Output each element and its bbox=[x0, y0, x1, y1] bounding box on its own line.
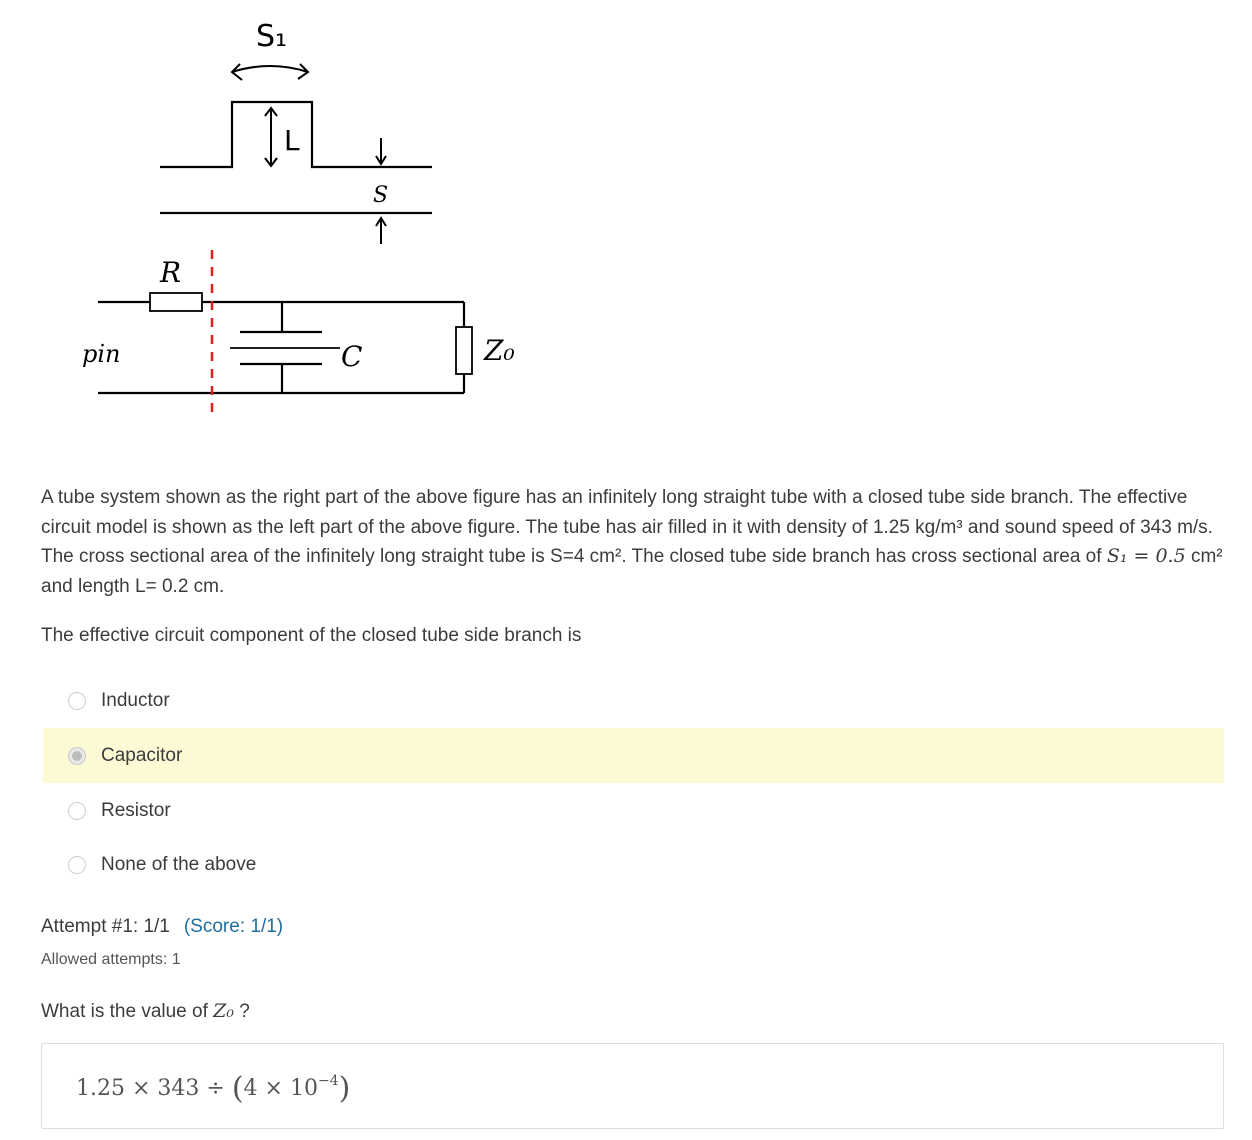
label-s1: S₁ bbox=[256, 19, 288, 54]
attempt-info bbox=[41, 916, 283, 938]
answer-part-b: 4 × 10 bbox=[243, 1076, 318, 1101]
option-capacitor[interactable] bbox=[43, 728, 1224, 783]
q2-before: What is the value of bbox=[41, 1001, 214, 1022]
radio-button[interactable] bbox=[68, 692, 86, 710]
label-c: C bbox=[341, 340, 363, 373]
label-l: L bbox=[284, 124, 300, 157]
option-label: Inductor bbox=[101, 689, 170, 711]
option-label: Capacitor bbox=[101, 744, 183, 766]
q2-math: Z₀ bbox=[213, 1000, 234, 1022]
answer-part-a: 1.25 × 343 ÷ bbox=[76, 1076, 232, 1101]
paragraph-part2: cm² and length L= 0.2 cm. bbox=[41, 546, 1223, 597]
answer-exponent: −4 bbox=[317, 1073, 339, 1089]
answer-expression bbox=[76, 1071, 350, 1106]
question-prompt: The effective circuit component of the closed tube side branch is bbox=[41, 625, 582, 646]
option-label: Resistor bbox=[101, 799, 171, 821]
q2-after: ? bbox=[233, 1001, 250, 1022]
math-s1: S₁ = 0.5 bbox=[1106, 545, 1186, 567]
circuit-diagram bbox=[98, 293, 472, 393]
option-none[interactable] bbox=[43, 837, 1224, 892]
paren-open: ( bbox=[231, 1071, 244, 1106]
option-inductor[interactable] bbox=[43, 673, 1224, 728]
radio-button[interactable] bbox=[68, 856, 86, 874]
radio-button[interactable] bbox=[68, 802, 86, 820]
paren-close: ) bbox=[338, 1071, 351, 1106]
score-text: (Score: 1/1) bbox=[183, 916, 284, 937]
label-pin: pin bbox=[82, 340, 121, 368]
label-s: S bbox=[373, 183, 389, 208]
allowed-attempts: Allowed attempts: 1 bbox=[41, 951, 181, 968]
question2-prompt bbox=[41, 1000, 250, 1023]
label-z0: Z₀ bbox=[484, 334, 515, 367]
option-resistor[interactable] bbox=[43, 783, 1224, 838]
label-r: R bbox=[160, 256, 182, 289]
attempt-label: Attempt #1: 1/1 bbox=[41, 916, 170, 937]
option-label: None of the above bbox=[101, 853, 257, 875]
paragraph-part1: A tube system shown as the right part of the above figure has an infinitely long straight tube with a closed tube side branch. The effective circuit model is shown as the left part of the above figure. The tube has air filled in it with density of 1.25 kg/m³ and sound speed of 343 m/s. The cross sectional area of the infinitely long straight tube is S=4 cm². The closed tube side branch has cross sectional area of bbox=[41, 487, 1213, 567]
radio-button-selected[interactable] bbox=[68, 747, 86, 765]
answer-input[interactable] bbox=[41, 1043, 1224, 1129]
question-paragraph bbox=[41, 483, 1231, 601]
tube-circuit-figure bbox=[60, 0, 540, 440]
